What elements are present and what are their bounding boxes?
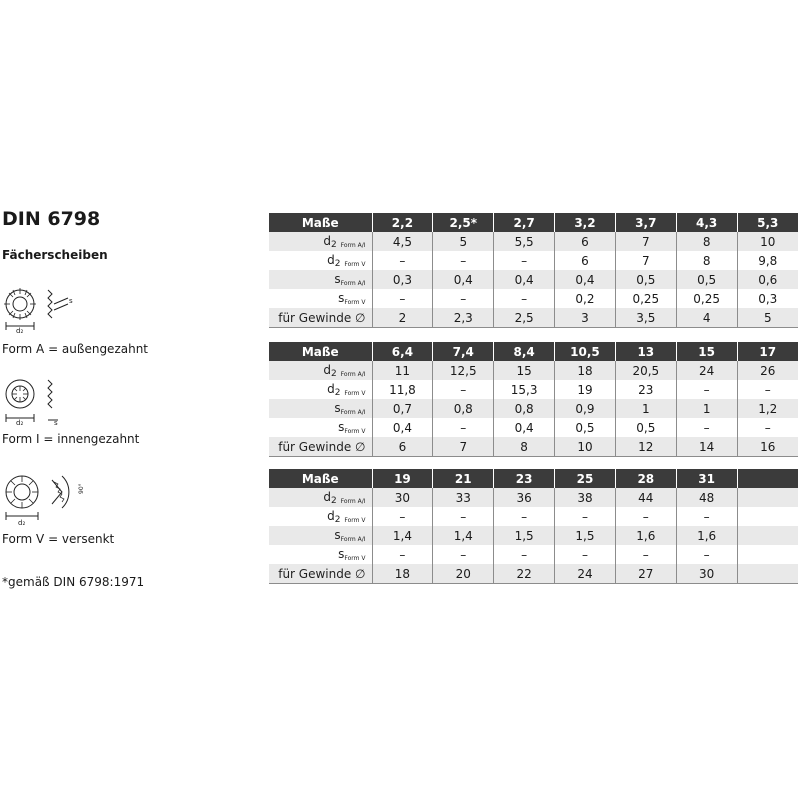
- row-label-gewinde: für Gewinde ∅: [269, 564, 372, 584]
- value-cell: –: [494, 545, 555, 564]
- table-row: [269, 526, 798, 545]
- table-row: [269, 418, 798, 437]
- value-cell: 1: [676, 399, 737, 418]
- spec-table-1: [269, 213, 798, 328]
- value-cell: 16: [737, 437, 798, 457]
- value-cell: 6: [372, 437, 433, 457]
- size-cell: 19: [372, 469, 433, 488]
- value-cell: 44: [615, 488, 676, 507]
- value-cell: 11: [372, 361, 433, 380]
- value-cell: 3: [555, 308, 616, 328]
- row-label-s-v: $s_{Form V}$: [269, 289, 372, 308]
- value-cell: –: [494, 251, 555, 270]
- value-cell: –: [433, 418, 494, 437]
- form-a-d2-label: d₂: [16, 327, 24, 334]
- value-cell: 15,3: [494, 380, 555, 399]
- value-cell: 7: [615, 251, 676, 270]
- value-cell: –: [555, 545, 616, 564]
- value-cell: 0,8: [494, 399, 555, 418]
- value-cell: –: [494, 507, 555, 526]
- value-cell: 8: [494, 437, 555, 457]
- value-cell: –: [676, 418, 737, 437]
- value-cell: 2,3: [433, 308, 494, 328]
- form-v-d2-label: d₂: [18, 519, 26, 526]
- size-cell: 25: [555, 469, 616, 488]
- row-label-d2-ai: $d_2$ $_{Form A/I}$: [269, 232, 372, 251]
- value-cell: 6: [555, 232, 616, 251]
- value-cell: 24: [676, 361, 737, 380]
- value-cell: 0,3: [372, 270, 433, 289]
- value-cell: 27: [615, 564, 676, 584]
- value-cell: 1,5: [555, 526, 616, 545]
- table-row: [269, 232, 798, 251]
- value-cell: [737, 507, 798, 526]
- row-label-gewinde: für Gewinde ∅: [269, 308, 372, 328]
- form-i-d2-label: d₂: [16, 419, 24, 426]
- size-cell: 8,4: [494, 342, 555, 361]
- value-cell: 1,5: [494, 526, 555, 545]
- value-cell: –: [615, 507, 676, 526]
- form-v-angle-label: 90°: [78, 483, 85, 494]
- spec-table-3: [269, 469, 798, 584]
- table-row: [269, 437, 798, 457]
- row-label-d2-v: $d_2$ $_{Form V}$: [269, 380, 372, 399]
- row-label-d2-v: $d_2$ $_{Form V}$: [269, 507, 372, 526]
- value-cell: 20: [433, 564, 494, 584]
- row-label-s-ai: $s_{Form A/I}$: [269, 526, 372, 545]
- size-cell: 2,5*: [433, 213, 494, 232]
- value-cell: 48: [676, 488, 737, 507]
- value-cell: 14: [676, 437, 737, 457]
- row-label-d2-ai: $d_2$ $_{Form A/I}$: [269, 361, 372, 380]
- value-cell: 18: [555, 361, 616, 380]
- value-cell: 5,5: [494, 232, 555, 251]
- value-cell: 20,5: [615, 361, 676, 380]
- value-cell: 0,4: [555, 270, 616, 289]
- value-cell: 0,5: [615, 418, 676, 437]
- table-row: [269, 545, 798, 564]
- size-cell: 10,5: [555, 342, 616, 361]
- value-cell: 0,25: [615, 289, 676, 308]
- form-a-washer-drawing: [2, 286, 92, 334]
- value-cell: 7: [433, 437, 494, 457]
- value-cell: –: [372, 507, 433, 526]
- table-row: [269, 270, 798, 289]
- table-row: [269, 507, 798, 526]
- value-cell: 0,4: [494, 270, 555, 289]
- value-cell: 30: [676, 564, 737, 584]
- value-cell: 30: [372, 488, 433, 507]
- value-cell: 0,6: [737, 270, 798, 289]
- size-cell: 3,2: [555, 213, 616, 232]
- table-row: [269, 380, 798, 399]
- page-title: DIN 6798: [2, 208, 101, 230]
- value-cell: 2: [372, 308, 433, 328]
- value-cell: 1,6: [615, 526, 676, 545]
- size-cell: 5,3: [737, 213, 798, 232]
- row-label-gewinde: für Gewinde ∅: [269, 437, 372, 457]
- value-cell: 12,5: [433, 361, 494, 380]
- header-label: Maße: [269, 469, 372, 488]
- value-cell: 38: [555, 488, 616, 507]
- value-cell: 2,5: [494, 308, 555, 328]
- value-cell: 1,6: [676, 526, 737, 545]
- value-cell: –: [737, 418, 798, 437]
- value-cell: 0,5: [676, 270, 737, 289]
- form-a-label: Form A = außengezahnt: [2, 342, 149, 356]
- table-row: [269, 399, 798, 418]
- value-cell: 0,7: [372, 399, 433, 418]
- form-i-s-label: s: [54, 419, 58, 426]
- value-cell: –: [494, 289, 555, 308]
- value-cell: 8: [676, 232, 737, 251]
- value-cell: 22: [494, 564, 555, 584]
- value-cell: 5: [737, 308, 798, 328]
- value-cell: 5: [433, 232, 494, 251]
- value-cell: –: [372, 545, 433, 564]
- table-row: [269, 251, 798, 270]
- value-cell: [737, 488, 798, 507]
- value-cell: 0,5: [615, 270, 676, 289]
- header-row: [269, 213, 798, 232]
- value-cell: –: [737, 380, 798, 399]
- size-cell: [737, 469, 798, 488]
- value-cell: 10: [555, 437, 616, 457]
- value-cell: 1: [615, 399, 676, 418]
- value-cell: –: [372, 289, 433, 308]
- header-row: [269, 342, 798, 361]
- value-cell: 7: [615, 232, 676, 251]
- spec-table-2: [269, 342, 798, 457]
- form-a-s-label: s: [69, 297, 73, 305]
- value-cell: 9,8: [737, 251, 798, 270]
- size-cell: 31: [676, 469, 737, 488]
- value-cell: [737, 545, 798, 564]
- value-cell: –: [676, 380, 737, 399]
- value-cell: 0,8: [433, 399, 494, 418]
- value-cell: 12: [615, 437, 676, 457]
- value-cell: –: [615, 545, 676, 564]
- value-cell: 26: [737, 361, 798, 380]
- size-cell: 13: [615, 342, 676, 361]
- value-cell: 24: [555, 564, 616, 584]
- header-label: Maße: [269, 213, 372, 232]
- form-v-label: Form V = versenkt: [2, 532, 115, 546]
- size-cell: 7,4: [433, 342, 494, 361]
- value-cell: [737, 526, 798, 545]
- value-cell: 18: [372, 564, 433, 584]
- value-cell: 4: [676, 308, 737, 328]
- value-cell: –: [433, 251, 494, 270]
- row-label-d2-ai: $d_2$ $_{Form A/I}$: [269, 488, 372, 507]
- value-cell: 33: [433, 488, 494, 507]
- table-row: [269, 361, 798, 380]
- table-row: [269, 488, 798, 507]
- value-cell: –: [433, 545, 494, 564]
- value-cell: –: [555, 507, 616, 526]
- size-cell: 23: [494, 469, 555, 488]
- value-cell: 11,8: [372, 380, 433, 399]
- value-cell: 0,5: [555, 418, 616, 437]
- form-v-washer-drawing: [2, 470, 102, 526]
- size-cell: 6,4: [372, 342, 433, 361]
- value-cell: –: [676, 545, 737, 564]
- value-cell: 1,2: [737, 399, 798, 418]
- value-cell: [737, 564, 798, 584]
- form-i-label: Form I = innengezahnt: [2, 432, 140, 446]
- table-row: [269, 289, 798, 308]
- row-label-s-v: $s_{Form V}$: [269, 545, 372, 564]
- table-row: [269, 564, 798, 584]
- value-cell: 10: [737, 232, 798, 251]
- footnote: *gemäß DIN 6798:1971: [2, 575, 145, 589]
- value-cell: –: [433, 507, 494, 526]
- value-cell: 0,2: [555, 289, 616, 308]
- size-cell: 2,7: [494, 213, 555, 232]
- value-cell: –: [433, 289, 494, 308]
- value-cell: 0,3: [737, 289, 798, 308]
- table-row: [269, 308, 798, 328]
- value-cell: 36: [494, 488, 555, 507]
- page-subtitle: Fächerscheiben: [2, 248, 108, 262]
- value-cell: 6: [555, 251, 616, 270]
- value-cell: 0,9: [555, 399, 616, 418]
- value-cell: 0,25: [676, 289, 737, 308]
- value-cell: 3,5: [615, 308, 676, 328]
- value-cell: 4,5: [372, 232, 433, 251]
- form-i-washer-drawing: [2, 376, 92, 426]
- value-cell: 1,4: [433, 526, 494, 545]
- value-cell: 8: [676, 251, 737, 270]
- row-label-d2-v: $d_2$ $_{Form V}$: [269, 251, 372, 270]
- value-cell: 0,4: [433, 270, 494, 289]
- size-cell: 15: [676, 342, 737, 361]
- row-label-s-ai: $s_{Form A/I}$: [269, 399, 372, 418]
- value-cell: –: [433, 380, 494, 399]
- row-label-s-v: $s_{Form V}$: [269, 418, 372, 437]
- size-cell: 4,3: [676, 213, 737, 232]
- header-row: [269, 469, 798, 488]
- size-cell: 21: [433, 469, 494, 488]
- size-cell: 17: [737, 342, 798, 361]
- size-cell: 2,2: [372, 213, 433, 232]
- teeth-outer: [4, 288, 36, 320]
- value-cell: 19: [555, 380, 616, 399]
- size-cell: 3,7: [615, 213, 676, 232]
- size-cell: 28: [615, 469, 676, 488]
- value-cell: 0,4: [372, 418, 433, 437]
- value-cell: 15: [494, 361, 555, 380]
- value-cell: 23: [615, 380, 676, 399]
- value-cell: –: [676, 507, 737, 526]
- header-label: Maße: [269, 342, 372, 361]
- value-cell: 1,4: [372, 526, 433, 545]
- value-cell: 0,4: [494, 418, 555, 437]
- value-cell: –: [372, 251, 433, 270]
- row-label-s-ai: $s_{Form A/I}$: [269, 270, 372, 289]
